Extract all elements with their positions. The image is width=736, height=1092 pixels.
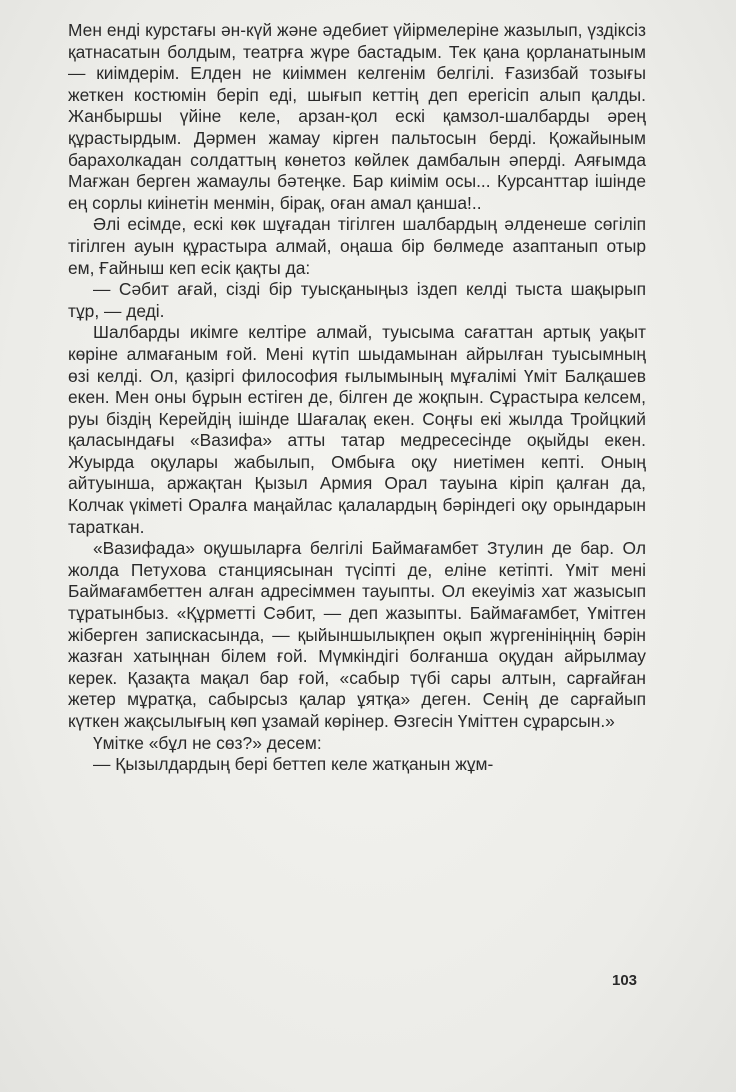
paragraph-2: Әлі есімде, ескі көк шұғадан тігілген шалбардың әлденеше сөгіліп тігілген ауын құрастыра алмай, оңаша бір бөлмеде азаптанып отыр ем, Ғайныш кеп есік қақты да: <box>68 214 646 278</box>
paragraph-6: Үмітке «бұл не сөз?» десем: <box>93 732 322 753</box>
page-number: 103 <box>612 972 638 989</box>
paragraph-4: Шалбарды икімге келтіре алмай, туысыма сағаттан артық уақыт көріне алмағаным ғой. Мені күтіп шыдамынан айрылған туысымның өзі келді. Ол, қазіргі философия ғылымының мұғалімі Үміт Балқашев екен. Мен оны бұрын естіген де, білген де жоқпын. Сұрастыра келсем, руы біздің Керейдің ішінде Шағалақ екен. Соңғы екі жылда Тройцкий қаласындағы «Вазифа» атты татар медресесінде оқыйды екен. Жуырда оқулары жабылып, Омбыға оқу ниетімен кепті. Оның айтуынша, аржақтан Қызыл Армия Орал тауына кіріп қалған да, Колчак үкіметі Оралға маңайлас қалалардың бәріндегі оқу орындарын тараткан. <box>68 322 646 537</box>
body-text <box>68 20 646 776</box>
paragraph-7: — Қызылдардың бері беттеп келе жатқанын жұм- <box>93 754 494 775</box>
paragraph-3: — Сәбит ағай, сізді бір туысқаныңыз іздеп келді тыста шақырып тұр, — деді. <box>68 279 646 321</box>
paragraph-5: «Вазифада» оқушыларға белгілі Баймағамбет Зтулин де бар. Ол жолда Петухова станциясынан түсіпті де, еліне кетіпті. Үміт мені Баймағамбеттен алған адресіммен тауыпты. Ол екеуіміз хат жазысып тұратынбыз. «Құрметті Сәбит, — деп жазыпты. Баймағамбет, Үмітген жіберген запискасында, — қыйыншылықпен оқып жүргенініңнің бәрін жазған хатыңнан білем ғой. Мүмкіндігі болғанша оқудан айрылмау керек. Қазақта мақал бар ғой, «сабыр түбі сары алтын, сарғайған жетер мұратқа, сабырсыз қалар ұятқа» деген. Сенің де сарғайып күткен жақсылығың көп ұзамай көрінер. Өзгесін Үміттен сұрарсын.» <box>68 538 646 731</box>
paragraph-1: Мен енді курстағы ән-күй және әдебиет үйірмелеріне жазылып, үздіксіз қатнасатын болдым, театрға жүре бастадым. Тек қана қорланатыным — киімдерім. Елден не киіммен келгенім белгілі. Ғазизбай тозығы жеткен костюмін беріп еді, шығып кеттің деп ерегісіп алып қалды. Жанбыршы үйіне келе, арзан-қол ескі қамзол-шалбарды әрең құрастырдым. Дәрмен жамау кірген пальтосын берді. Қожайыным барахолкадан солдаттың көнетоз көйлек дамбалын әперді. Аяғымда Мағжан берген жамаулы бәтеңке. Бар киімім осы... Курсанттар ішінде ең сорлы киінетін менмін, бірақ, оған амал қанша!.. <box>68 20 646 213</box>
